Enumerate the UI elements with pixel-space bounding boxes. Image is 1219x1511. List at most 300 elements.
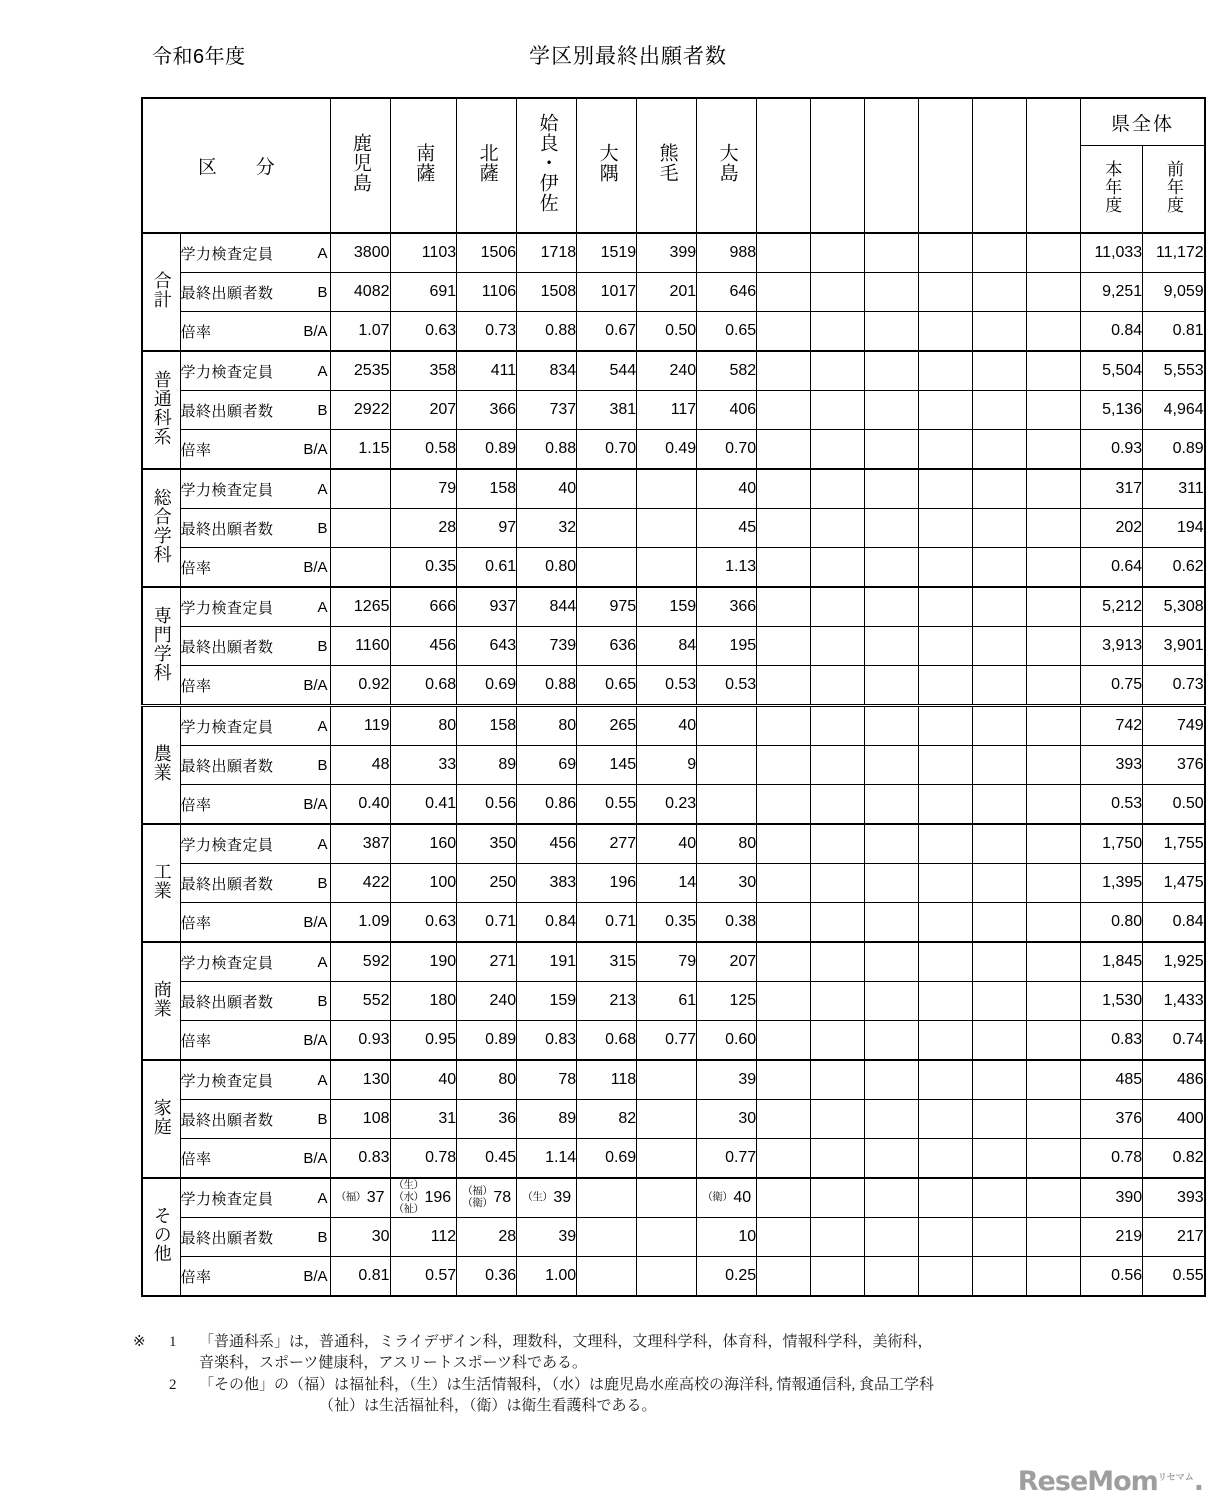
data-cell: 0.58 (390, 430, 457, 470)
row-label: 最終出願者数 B (180, 864, 330, 903)
data-cell: 0.40 (330, 785, 390, 825)
data-cell: 1017 (577, 273, 637, 312)
blank-cell (757, 864, 811, 903)
total-this-year-cell: 202 (1081, 509, 1143, 548)
table-row (142, 942, 1205, 982)
blank-cell (865, 233, 919, 273)
data-cell (697, 706, 757, 746)
footnote-body (199, 1332, 1133, 1375)
data-cell (577, 1218, 637, 1257)
data-cell: 108 (330, 1100, 390, 1139)
data-cell: 1.14 (517, 1139, 577, 1179)
blank-cell (1027, 351, 1081, 391)
footnote-mark: ※ (133, 1334, 146, 1350)
data-cell: 158 (457, 706, 517, 746)
data-cell (637, 1139, 697, 1179)
blank-cell (865, 1178, 919, 1218)
data-cell: 0.86 (517, 785, 577, 825)
category-label-2: 総合学科 (142, 469, 180, 587)
data-cell: 80 (390, 706, 457, 746)
data-cell: 100 (390, 864, 457, 903)
total-last-year-cell: 217 (1143, 1218, 1205, 1257)
blank-cell (973, 824, 1027, 864)
data-cell: 0.67 (577, 312, 637, 352)
blank-cell (811, 273, 865, 312)
total-this-year-cell: 393 (1081, 746, 1143, 785)
data-cell: 0.95 (390, 1021, 457, 1061)
blank-cell (757, 391, 811, 430)
data-cell: 0.55 (577, 785, 637, 825)
data-cell: 0.53 (637, 666, 697, 706)
blank-cell (1027, 548, 1081, 588)
total-last-year-cell: 0.89 (1143, 430, 1205, 470)
data-cell: 0.77 (637, 1021, 697, 1061)
data-cell: 383 (517, 864, 577, 903)
blank-cell (865, 627, 919, 666)
data-cell: （衛） 40 (697, 1178, 757, 1218)
table-row (142, 587, 1205, 627)
blank-cell (757, 351, 811, 391)
header-blank-5 (1027, 98, 1081, 233)
data-cell: 0.83 (330, 1139, 390, 1179)
data-cell: 195 (697, 627, 757, 666)
total-last-year-cell: 11,172 (1143, 233, 1205, 273)
blank-cell (1027, 1218, 1081, 1257)
blank-cell (1027, 312, 1081, 352)
table-row (142, 666, 1205, 706)
blank-cell (811, 706, 865, 746)
blank-cell (865, 351, 919, 391)
total-last-year-cell: 400 (1143, 1100, 1205, 1139)
header-kubun: 区 分 (142, 98, 330, 233)
table-row (142, 1139, 1205, 1179)
year-label: 令和6年度 (152, 46, 246, 68)
total-this-year-cell: 0.93 (1081, 430, 1143, 470)
data-cell: 456 (390, 627, 457, 666)
blank-cell (973, 430, 1027, 470)
data-cell (330, 509, 390, 548)
table-row (142, 548, 1205, 588)
blank-cell (757, 666, 811, 706)
data-cell: （福） 37 (330, 1178, 390, 1218)
data-cell: 0.63 (390, 903, 457, 943)
data-cell (577, 509, 637, 548)
table-row (142, 1100, 1205, 1139)
total-last-year-cell: 3,901 (1143, 627, 1205, 666)
blank-cell (811, 1218, 865, 1257)
blank-cell (811, 430, 865, 470)
data-cell: （生） （水） （祉） 196 (390, 1178, 457, 1218)
data-cell: 180 (390, 982, 457, 1021)
table-row (142, 351, 1205, 391)
header-district-4: 大隅 (577, 98, 637, 233)
total-last-year-cell: 194 (1143, 509, 1205, 548)
blank-cell (919, 1257, 973, 1297)
table-row (142, 312, 1205, 352)
data-cell: 97 (457, 509, 517, 548)
total-last-year-cell: 9,059 (1143, 273, 1205, 312)
data-cell: 0.36 (457, 1257, 517, 1297)
total-this-year-cell: 317 (1081, 469, 1143, 509)
row-label: 学力検査定員 A (180, 706, 330, 746)
blank-cell (973, 469, 1027, 509)
table-row (142, 785, 1205, 825)
data-cell: 80 (457, 1060, 517, 1100)
blank-cell (811, 785, 865, 825)
blank-cell (757, 824, 811, 864)
data-cell: 666 (390, 587, 457, 627)
footnote-line-1: 「普通科系」は，普通科，ミライデザイン科，理数科，文理科，文理科学科，体育科，情報科学科，美術科， (199, 1334, 933, 1350)
total-this-year-cell: 0.84 (1081, 312, 1143, 352)
blank-cell (1027, 982, 1081, 1021)
data-cell: 28 (457, 1218, 517, 1257)
blank-cell (973, 587, 1027, 627)
header-prefecture-total: 県全体 (1081, 98, 1205, 146)
blank-cell (757, 1060, 811, 1100)
blank-cell (811, 509, 865, 548)
footnote-item (133, 1332, 1133, 1375)
data-cell: 207 (390, 391, 457, 430)
total-this-year-cell: 1,530 (1081, 982, 1143, 1021)
blank-cell (811, 627, 865, 666)
data-cell: 975 (577, 587, 637, 627)
total-this-year-cell: 742 (1081, 706, 1143, 746)
total-last-year-cell: 311 (1143, 469, 1205, 509)
total-last-year-cell: 0.62 (1143, 548, 1205, 588)
table-row (142, 509, 1205, 548)
data-cell: 158 (457, 469, 517, 509)
data-cell: 366 (457, 391, 517, 430)
total-this-year-cell: 3,913 (1081, 627, 1143, 666)
data-cell: 456 (517, 824, 577, 864)
data-cell: 0.25 (697, 1257, 757, 1297)
data-cell: 112 (390, 1218, 457, 1257)
data-cell: 265 (577, 706, 637, 746)
blank-cell (811, 391, 865, 430)
row-label: 学力検査定員 A (180, 587, 330, 627)
data-cell: 36 (457, 1100, 517, 1139)
blank-cell (865, 706, 919, 746)
blank-cell (865, 982, 919, 1021)
row-label: 学力検査定員 A (180, 351, 330, 391)
category-label-6: 商業 (142, 942, 180, 1060)
blank-cell (811, 746, 865, 785)
blank-cell (865, 1060, 919, 1100)
blank-cell (865, 430, 919, 470)
data-cell (330, 548, 390, 588)
blank-cell (865, 1021, 919, 1061)
total-this-year-cell: 1,395 (1081, 864, 1143, 903)
header-blank-2 (865, 98, 919, 233)
blank-cell (811, 233, 865, 273)
total-this-year-cell: 5,136 (1081, 391, 1143, 430)
blank-cell (811, 1021, 865, 1061)
blank-cell (865, 312, 919, 352)
blank-cell (919, 706, 973, 746)
row-label: 倍率 B/A (180, 430, 330, 470)
document-header (0, 40, 1219, 74)
data-cell: 2922 (330, 391, 390, 430)
total-last-year-cell: 486 (1143, 1060, 1205, 1100)
blank-cell (1027, 903, 1081, 943)
blank-cell (1027, 1178, 1081, 1218)
footnote-number: 1 (169, 1334, 177, 1350)
data-cell: 0.35 (637, 903, 697, 943)
data-cell: 0.69 (577, 1139, 637, 1179)
data-cell: 0.23 (637, 785, 697, 825)
blank-cell (1027, 1257, 1081, 1297)
header-blank-3 (919, 98, 973, 233)
data-cell: 1.15 (330, 430, 390, 470)
blank-cell (757, 982, 811, 1021)
data-cell: 0.73 (457, 312, 517, 352)
blank-cell (811, 1139, 865, 1179)
data-cell: 0.65 (697, 312, 757, 352)
data-cell: 14 (637, 864, 697, 903)
blank-cell (919, 864, 973, 903)
data-cell: 30 (697, 864, 757, 903)
blank-cell (919, 942, 973, 982)
data-cell: 0.70 (697, 430, 757, 470)
data-cell: 89 (517, 1100, 577, 1139)
data-cell: 366 (697, 587, 757, 627)
data-cell: 32 (517, 509, 577, 548)
table-row (142, 746, 1205, 785)
table-row (142, 982, 1205, 1021)
blank-cell (757, 1021, 811, 1061)
blank-cell (811, 312, 865, 352)
data-cell: 1265 (330, 587, 390, 627)
blank-cell (919, 903, 973, 943)
data-cell: 0.78 (390, 1139, 457, 1179)
blank-cell (919, 982, 973, 1021)
blank-cell (757, 746, 811, 785)
data-cell: 844 (517, 587, 577, 627)
data-cell: 0.83 (517, 1021, 577, 1061)
blank-cell (919, 1021, 973, 1061)
table-row (142, 1021, 1205, 1061)
data-cell (637, 1178, 697, 1218)
data-cell: 40 (637, 824, 697, 864)
blank-cell (865, 1257, 919, 1297)
blank-cell (865, 824, 919, 864)
blank-cell (973, 273, 1027, 312)
data-cell: 834 (517, 351, 577, 391)
row-label: 学力検査定員 A (180, 469, 330, 509)
blank-cell (1027, 746, 1081, 785)
data-cell: 0.63 (390, 312, 457, 352)
blank-cell (973, 982, 1027, 1021)
data-cell: （生） 39 (517, 1178, 577, 1218)
total-this-year-cell: 0.64 (1081, 548, 1143, 588)
data-cell: 411 (457, 351, 517, 391)
table-row (142, 430, 1205, 470)
data-cell: 0.88 (517, 666, 577, 706)
row-label: 倍率 B/A (180, 1257, 330, 1297)
blank-cell (973, 548, 1027, 588)
blank-cell (973, 1021, 1027, 1061)
blank-cell (919, 785, 973, 825)
data-cell: 61 (637, 982, 697, 1021)
blank-cell (973, 1218, 1027, 1257)
total-this-year-cell: 1,750 (1081, 824, 1143, 864)
blank-cell (865, 785, 919, 825)
table-row (142, 391, 1205, 430)
table-row (142, 1178, 1205, 1218)
category-label-3: 専門学科 (142, 587, 180, 706)
blank-cell (919, 1060, 973, 1100)
footnote-line-2: 音楽科，スポーツ健康科，アスリートスポーツ科である。 (199, 1355, 588, 1372)
blank-cell (811, 469, 865, 509)
data-cell: 89 (457, 746, 517, 785)
header-blank-0 (757, 98, 811, 233)
data-cell: 387 (330, 824, 390, 864)
blank-cell (919, 666, 973, 706)
watermark-dot: . (1193, 1466, 1203, 1497)
blank-cell (1027, 391, 1081, 430)
header-district-2: 北薩 (457, 98, 517, 233)
data-cell: 191 (517, 942, 577, 982)
row-label: 最終出願者数 B (180, 627, 330, 666)
row-label: 最終出願者数 B (180, 391, 330, 430)
data-cell: 988 (697, 233, 757, 273)
total-this-year-cell: 9,251 (1081, 273, 1143, 312)
data-cell (577, 1257, 637, 1297)
data-cell: 1106 (457, 273, 517, 312)
blank-cell (757, 509, 811, 548)
data-cell: 0.68 (577, 1021, 637, 1061)
blank-cell (1027, 627, 1081, 666)
blank-cell (973, 746, 1027, 785)
blank-cell (919, 746, 973, 785)
data-cell: 240 (637, 351, 697, 391)
table-row (142, 864, 1205, 903)
blank-cell (973, 942, 1027, 982)
blank-cell (919, 273, 973, 312)
blank-cell (919, 391, 973, 430)
data-cell: 118 (577, 1060, 637, 1100)
table-row (142, 233, 1205, 273)
data-cell: 0.80 (517, 548, 577, 588)
total-last-year-cell: 749 (1143, 706, 1205, 746)
data-cell: 159 (637, 587, 697, 627)
data-cell: 646 (697, 273, 757, 312)
blank-cell (757, 233, 811, 273)
blank-cell (973, 233, 1027, 273)
data-cell: 30 (697, 1100, 757, 1139)
table-row (142, 903, 1205, 943)
data-cell: 0.84 (517, 903, 577, 943)
watermark-tagline: リセマム (1157, 1473, 1194, 1483)
data-cell: 1718 (517, 233, 577, 273)
blank-cell (919, 824, 973, 864)
blank-cell (757, 312, 811, 352)
blank-cell (811, 903, 865, 943)
total-this-year-cell: 0.75 (1081, 666, 1143, 706)
blank-cell (757, 1100, 811, 1139)
blank-cell (919, 351, 973, 391)
data-cell: 691 (390, 273, 457, 312)
data-cell: 1.00 (517, 1257, 577, 1297)
data-cell: 0.60 (697, 1021, 757, 1061)
data-cell: 0.93 (330, 1021, 390, 1061)
blank-cell (811, 1178, 865, 1218)
blank-cell (1027, 430, 1081, 470)
blank-cell (1027, 1100, 1081, 1139)
header-blank-1 (811, 98, 865, 233)
data-cell: 79 (637, 942, 697, 982)
data-cell: 0.89 (457, 1021, 517, 1061)
blank-cell (1027, 509, 1081, 548)
data-cell: 145 (577, 746, 637, 785)
blank-cell (757, 785, 811, 825)
blank-cell (865, 469, 919, 509)
blank-cell (811, 824, 865, 864)
blank-cell (919, 1100, 973, 1139)
blank-cell (919, 509, 973, 548)
data-cell: 0.92 (330, 666, 390, 706)
blank-cell (865, 587, 919, 627)
blank-cell (919, 587, 973, 627)
blank-cell (757, 903, 811, 943)
table-row (142, 627, 1205, 666)
blank-cell (919, 469, 973, 509)
blank-cell (865, 1139, 919, 1179)
total-last-year-cell: 1,755 (1143, 824, 1205, 864)
data-cell: 1.13 (697, 548, 757, 588)
header-blank-4 (973, 98, 1027, 233)
data-cell: 1160 (330, 627, 390, 666)
blank-cell (1027, 785, 1081, 825)
header-district-0: 鹿児島 (330, 98, 390, 233)
row-label: 倍率 B/A (180, 903, 330, 943)
blank-cell (757, 1139, 811, 1179)
category-label-0: 合計 (142, 233, 180, 351)
page-title: 学区別最終出願者数 (529, 45, 727, 68)
data-cell: 0.68 (390, 666, 457, 706)
data-cell (697, 746, 757, 785)
data-cell: 39 (517, 1218, 577, 1257)
row-label: 学力検査定員 A (180, 824, 330, 864)
footnote-line-1: 「その他」の（福）は福祉科，（生）は生活情報科，（水）は鹿児島水産高校の海洋科, 情報通信科, 食品工学科 (199, 1376, 935, 1393)
blank-cell (1027, 1060, 1081, 1100)
blank-cell (973, 666, 1027, 706)
row-label: 学力検査定員 A (180, 1060, 330, 1100)
data-cell: 636 (577, 627, 637, 666)
data-cell: 201 (637, 273, 697, 312)
data-cell: 0.88 (517, 312, 577, 352)
data-cell: 422 (330, 864, 390, 903)
data-cell: 78 (517, 1060, 577, 1100)
total-this-year-cell: 0.53 (1081, 785, 1143, 825)
data-cell: 82 (577, 1100, 637, 1139)
blank-cell (1027, 233, 1081, 273)
blank-cell (973, 351, 1027, 391)
data-cell: 80 (517, 706, 577, 746)
header-prefecture-this-year: 本年度 (1081, 146, 1143, 234)
data-cell: 40 (517, 469, 577, 509)
data-cell: 39 (697, 1060, 757, 1100)
data-cell: 0.77 (697, 1139, 757, 1179)
data-cell: 4082 (330, 273, 390, 312)
data-cell (577, 469, 637, 509)
data-cell: 350 (457, 824, 517, 864)
row-label: 最終出願者数 B (180, 982, 330, 1021)
data-cell: 117 (637, 391, 697, 430)
blank-cell (811, 587, 865, 627)
blank-cell (1027, 1139, 1081, 1179)
blank-cell (811, 942, 865, 982)
